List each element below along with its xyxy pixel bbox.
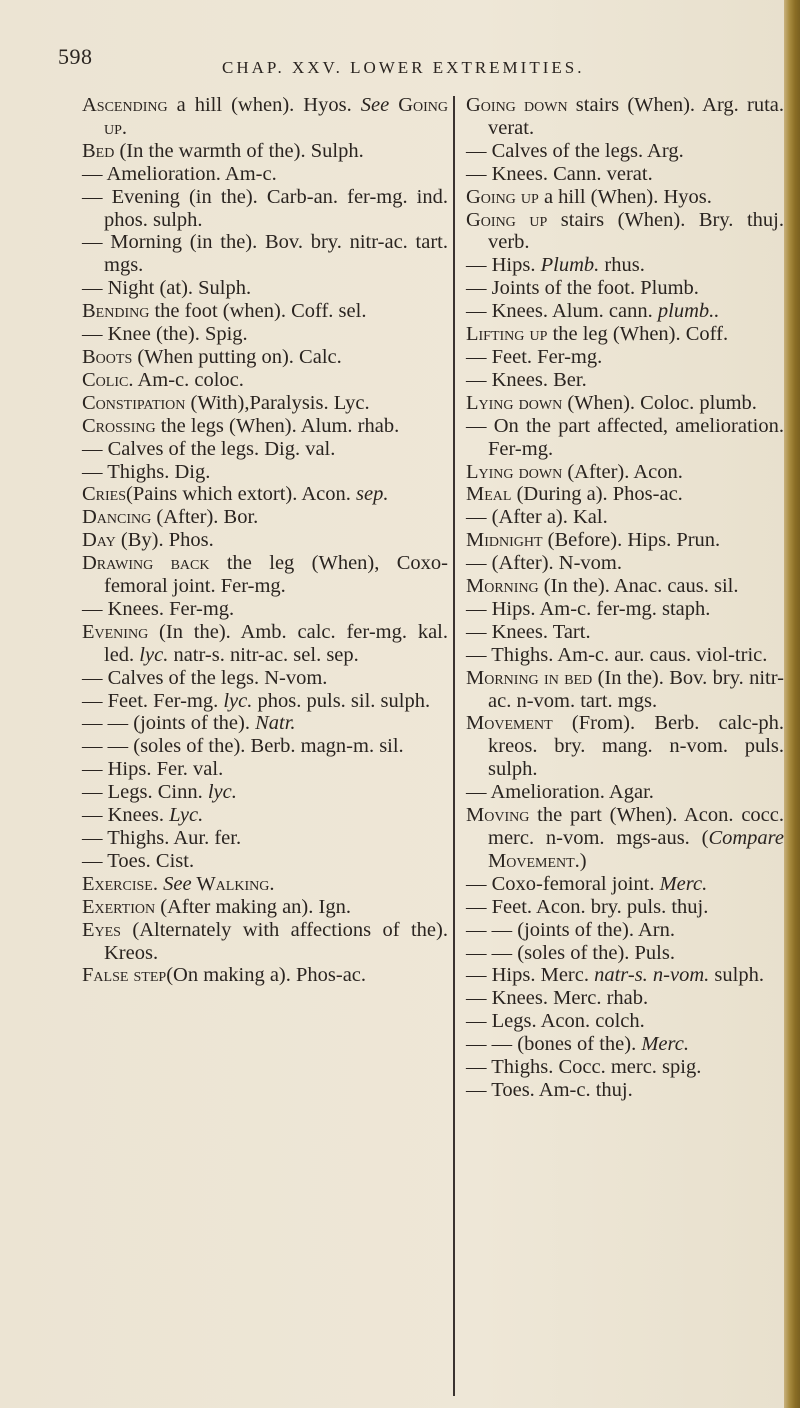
entry-text: — Hips. Fer. val. bbox=[82, 758, 224, 781]
entry-tail-text: phos. puls. sil. sulph. bbox=[252, 689, 431, 712]
page-number: 598 bbox=[58, 44, 93, 69]
entry-heading: Midnight bbox=[466, 529, 543, 552]
index-entry bbox=[82, 919, 448, 965]
entry-text: — Knees. Merc. rhab. bbox=[466, 987, 649, 1010]
entry-heading: Colic. bbox=[82, 368, 134, 391]
entry-heading: Meal bbox=[466, 483, 512, 506]
index-entry bbox=[82, 231, 448, 277]
index-entry bbox=[82, 140, 448, 163]
entry-text: — — (soles of the). Puls. bbox=[466, 941, 675, 964]
index-entry bbox=[466, 415, 784, 461]
entry-text: (After). Bor. bbox=[151, 506, 259, 529]
entry-italic-text: Merc. bbox=[659, 872, 708, 895]
entry-text: — Calves of the legs. Dig. val. bbox=[82, 437, 336, 460]
index-entry bbox=[82, 186, 448, 232]
entry-text: — Coxo-femoral joint. bbox=[466, 872, 660, 895]
entry-text: stairs (When). Arg. ruta. verat. bbox=[488, 94, 785, 139]
index-entry bbox=[466, 942, 784, 965]
entry-text: the legs (When). Alum. rhab. bbox=[155, 414, 400, 437]
entry-text: — Amelioration. Am-c. bbox=[82, 162, 277, 185]
index-entry bbox=[82, 758, 448, 781]
entry-tail-text: natr-s. nitr-ac. sel. sep. bbox=[168, 643, 359, 666]
index-entry bbox=[466, 277, 784, 300]
entry-text: — Feet. Fer-mg. bbox=[466, 345, 603, 368]
index-entry bbox=[82, 392, 448, 415]
entry-heading: False step bbox=[82, 964, 167, 987]
entry-heading: Bed bbox=[82, 139, 115, 162]
entry-text: — Evening (in the). Carb-an. fer-mg. ind. phos. sulph. bbox=[82, 185, 448, 231]
entry-text: — Legs. Acon. colch. bbox=[466, 1010, 645, 1033]
index-entry bbox=[466, 644, 784, 667]
entry-italic-text: Plumb. bbox=[540, 254, 600, 277]
entry-text: the foot (when). Coff. sel. bbox=[149, 300, 367, 323]
entry-italic-text: lyc. bbox=[207, 781, 237, 804]
entry-text: — (After). N-vom. bbox=[466, 552, 622, 575]
entry-heading: Movement bbox=[466, 712, 553, 735]
entry-text: a hill (when). Hyos. bbox=[167, 94, 361, 116]
index-entry bbox=[466, 712, 784, 781]
index-entry bbox=[466, 552, 784, 575]
entry-text: — Toes. Cist. bbox=[82, 849, 195, 872]
entry-text: (When putting on). Calc. bbox=[132, 345, 342, 368]
entry-text: (After making an). Ign. bbox=[155, 895, 351, 918]
index-entry bbox=[82, 598, 448, 621]
entry-heading: Exercise. bbox=[82, 872, 158, 895]
entry-text: Am-c. coloc. bbox=[133, 368, 244, 391]
entry-text: — Thighs. Aur. fer. bbox=[82, 827, 242, 849]
entry-heading: Day bbox=[82, 529, 116, 552]
entry-text: — Amelioration. Agar. bbox=[466, 781, 654, 804]
entry-text: (When). Coloc. plumb. bbox=[562, 391, 757, 414]
column-divider bbox=[453, 96, 455, 1396]
page-edge bbox=[784, 0, 800, 1408]
entry-text: the part (When). Acon. cocc. merc. n-vom. mgs-aus. ( bbox=[488, 804, 784, 849]
index-entry bbox=[466, 346, 784, 369]
entry-text: (Before). Hips. Prun. bbox=[542, 529, 721, 552]
entry-heading: Going up bbox=[466, 208, 548, 231]
index-entry bbox=[466, 163, 784, 186]
entry-text: — Hips. Merc. bbox=[466, 964, 595, 987]
entry-text: — — (joints of the). Arn. bbox=[466, 918, 675, 941]
index-entry bbox=[82, 163, 448, 186]
entry-heading: Moving bbox=[466, 804, 530, 827]
index-entry bbox=[466, 598, 784, 621]
index-entry bbox=[466, 300, 784, 323]
entry-text: (With),Paralysis. Lyc. bbox=[185, 391, 370, 414]
index-entry bbox=[82, 964, 448, 987]
index-entry bbox=[466, 529, 784, 552]
entry-text: — Hips. Am-c. fer-mg. staph. bbox=[466, 597, 711, 620]
index-entry bbox=[82, 415, 448, 438]
entry-italic-text: See bbox=[163, 872, 192, 895]
entry-text: — Feet. Fer-mg. bbox=[82, 689, 224, 712]
entry-tail-text: Going up. bbox=[104, 94, 448, 139]
entry-text: — On the part affected, amelioration. Fer-mg. bbox=[466, 414, 784, 460]
entry-heading: Bending bbox=[82, 300, 150, 323]
index-entry bbox=[82, 94, 448, 140]
index-entry bbox=[82, 483, 448, 506]
entry-text: the leg (When), Coxo-femoral joint. Fer-mg. bbox=[104, 552, 448, 598]
index-entry bbox=[466, 209, 784, 255]
entry-italic-text: lyc. bbox=[223, 689, 253, 712]
entry-text: — Thighs. Dig. bbox=[82, 460, 211, 483]
index-entry bbox=[82, 667, 448, 690]
entry-heading: Morning bbox=[466, 575, 539, 598]
entry-text: — Knees. Cann. verat. bbox=[466, 162, 653, 185]
index-entry bbox=[82, 690, 448, 713]
entry-text: — Knees. Tart. bbox=[466, 620, 591, 643]
entry-text: (In the). Amb. calc. fer-mg. kal. led. bbox=[104, 620, 448, 666]
entry-text: (After). Acon. bbox=[562, 460, 683, 483]
entry-text: — Knees. Ber. bbox=[466, 368, 587, 391]
entry-heading: Lifting up bbox=[466, 323, 548, 346]
entry-italic-text: lyc. bbox=[139, 643, 169, 666]
entry-text: — Knees. bbox=[82, 804, 170, 827]
entry-text: (Pains which extort). Acon. bbox=[126, 483, 357, 506]
entry-text: — Hips. bbox=[466, 254, 541, 277]
entry-italic-text: sep. bbox=[356, 483, 389, 506]
entry-heading: Lying down bbox=[466, 391, 563, 414]
index-entry bbox=[82, 621, 448, 667]
index-entry bbox=[466, 369, 784, 392]
entry-heading: Ascending bbox=[82, 94, 168, 116]
entry-text: — Toes. Am-c. thuj. bbox=[466, 1078, 633, 1101]
index-entry bbox=[82, 346, 448, 369]
index-entry bbox=[82, 552, 448, 598]
entry-tail-text: Walking. bbox=[191, 872, 275, 895]
index-entry bbox=[82, 873, 448, 896]
entry-text: — Night (at). Sulph. bbox=[82, 277, 252, 300]
entry-text: the leg (When). Coff. bbox=[547, 323, 729, 346]
entry-text: — Legs. Cinn. bbox=[82, 781, 208, 804]
entry-text: — Knees. Fer-mg. bbox=[82, 597, 235, 620]
entry-italic-text: See bbox=[360, 94, 390, 116]
index-entry bbox=[466, 392, 784, 415]
index-entry bbox=[466, 1010, 784, 1033]
index-entry bbox=[466, 873, 784, 896]
entry-italic-text: Natr. bbox=[255, 712, 296, 735]
entry-text: (On making a). Phos-ac. bbox=[166, 964, 367, 987]
index-entry bbox=[466, 1079, 784, 1102]
entry-heading: Morning in bed bbox=[466, 666, 593, 689]
entry-heading: Dancing bbox=[82, 506, 152, 529]
entry-heading: Eyes bbox=[82, 918, 121, 941]
index-entry bbox=[82, 827, 448, 850]
index-entry bbox=[466, 1033, 784, 1056]
entry-italic-text: Compare bbox=[708, 827, 784, 849]
index-entry bbox=[82, 323, 448, 346]
entry-heading: Exertion bbox=[82, 895, 156, 918]
index-entry bbox=[466, 140, 784, 163]
index-entry bbox=[466, 506, 784, 529]
entry-text: (In the). Bov. bry. nitr-ac. n-vom. tart. mgs. bbox=[488, 666, 784, 712]
index-entry bbox=[82, 277, 448, 300]
entry-text: (In the). Anac. caus. sil. bbox=[538, 575, 739, 598]
index-entry bbox=[82, 300, 448, 323]
entry-text: stairs (When). Bry. thuj. verb. bbox=[488, 208, 784, 254]
entry-heading: Cries bbox=[82, 483, 127, 506]
index-entry bbox=[82, 438, 448, 461]
entry-heading: Evening bbox=[82, 620, 149, 643]
entry-text: (In the warmth of the). Sulph. bbox=[114, 139, 364, 162]
entry-text: a hill (When). Hyos. bbox=[538, 185, 712, 208]
entry-text: — Calves of the legs. Arg. bbox=[466, 139, 684, 162]
entry-heading: Going down bbox=[466, 94, 568, 116]
entry-text: — Calves of the legs. N-vom. bbox=[82, 666, 328, 689]
entry-text: — Morning (in the). Bov. bry. nitr-ac. tart. mgs. bbox=[82, 231, 448, 277]
entry-text: (Alternately with affections of the). Kreos. bbox=[104, 918, 448, 964]
entry-tail-text: sulph. bbox=[709, 964, 764, 987]
index-entry bbox=[466, 575, 784, 598]
entry-italic-text: Lyc. bbox=[169, 804, 204, 827]
entry-heading: Lying down bbox=[466, 460, 563, 483]
entry-heading: Going up bbox=[466, 185, 539, 208]
index-entry bbox=[466, 461, 784, 484]
entry-text: — — (bones of the). bbox=[466, 1033, 642, 1056]
entry-text: — Feet. Acon. bry. puls. thuj. bbox=[466, 895, 709, 918]
index-entry bbox=[466, 964, 784, 987]
entry-tail-text: rhus. bbox=[599, 254, 645, 277]
entry-heading: Crossing bbox=[82, 414, 156, 437]
index-entry bbox=[466, 919, 784, 942]
index-entry bbox=[466, 621, 784, 644]
entry-italic-text: plumb.. bbox=[657, 300, 720, 323]
entry-heading: Constipation bbox=[82, 391, 186, 414]
index-entry bbox=[466, 781, 784, 804]
running-head: CHAP. XXV. LOWER EXTREMITIES. bbox=[222, 58, 585, 77]
index-entry bbox=[466, 254, 784, 277]
index-entry bbox=[82, 850, 448, 873]
entry-text: — Joints of the foot. Plumb. bbox=[466, 277, 699, 300]
index-entry bbox=[466, 483, 784, 506]
entry-text: — Thighs. Am-c. aur. caus. viol-tric. bbox=[466, 643, 768, 666]
left-column bbox=[82, 94, 448, 987]
index-entry bbox=[466, 323, 784, 346]
index-entry bbox=[466, 804, 784, 873]
index-entry bbox=[82, 896, 448, 919]
index-entry bbox=[82, 735, 448, 758]
index-entry bbox=[82, 529, 448, 552]
index-entry bbox=[82, 804, 448, 827]
right-column bbox=[466, 94, 784, 1102]
entry-heading: Boots bbox=[82, 345, 133, 368]
entry-italic-text: natr-s. n-vom. bbox=[594, 964, 710, 987]
index-entry bbox=[466, 667, 784, 713]
index-entry bbox=[82, 506, 448, 529]
entry-text: — — (joints of the). bbox=[82, 712, 256, 735]
index-entry bbox=[466, 94, 784, 140]
entry-italic-text: Merc. bbox=[641, 1033, 689, 1056]
index-entry bbox=[466, 896, 784, 919]
entry-text: (During a). Phos-ac. bbox=[511, 483, 683, 506]
entry-text: — Knees. Alum. cann. bbox=[466, 300, 658, 323]
entry-text: (By). Phos. bbox=[115, 529, 214, 552]
entry-text: — Thighs. Cocc. merc. spig. bbox=[466, 1056, 702, 1079]
entry-text: — (After a). Kal. bbox=[466, 506, 608, 529]
entry-tail-text: Movement.) bbox=[488, 849, 587, 872]
index-entry bbox=[466, 186, 784, 209]
index-entry bbox=[82, 369, 448, 392]
index-entry bbox=[82, 712, 448, 735]
entry-text: — Knee (the). Spig. bbox=[82, 323, 248, 346]
index-entry bbox=[82, 461, 448, 484]
index-entry bbox=[82, 781, 448, 804]
index-entry bbox=[466, 987, 784, 1010]
entry-heading: Drawing back bbox=[82, 552, 210, 575]
entry-text: — — (soles of the). Berb. magn-m. sil. bbox=[82, 735, 404, 758]
index-entry bbox=[466, 1056, 784, 1079]
entry-text: (From). Berb. calc-ph. kreos. bry. mang. n-vom. puls. sulph. bbox=[488, 712, 784, 781]
